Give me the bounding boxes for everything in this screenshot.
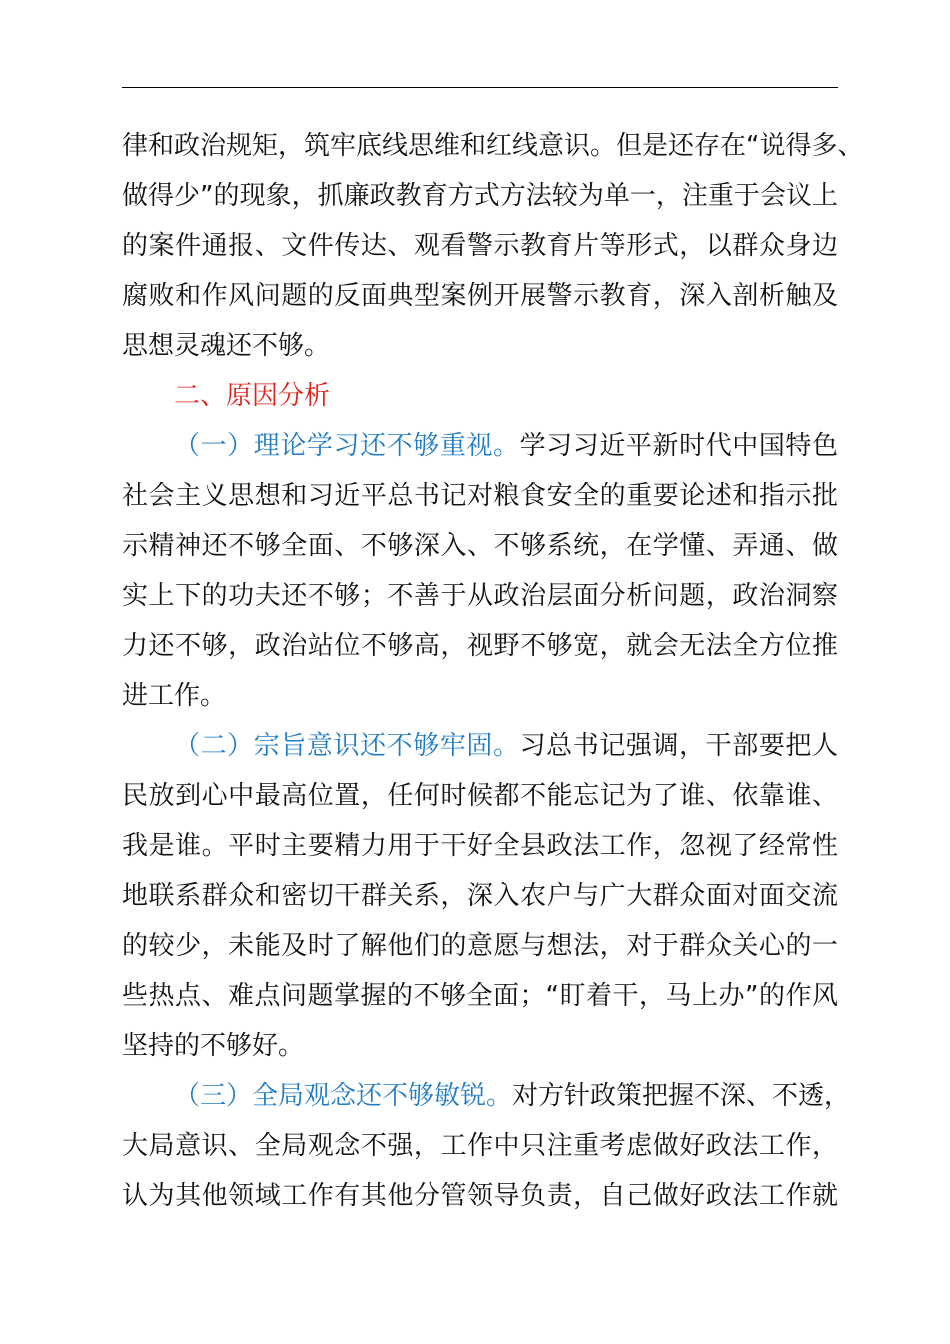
item-first-line (122, 421, 838, 471)
text-line: 律和政治规矩，筑牢底线思维和红线意识。但是还存在“说得多、 (122, 131, 864, 161)
text-line: 力还不够，政治站位不够高，视野不够宽，就会无法全方位推 (122, 631, 838, 661)
item-heading: （二）宗旨意识还不够牢固。 (174, 731, 520, 761)
item-2 (122, 721, 838, 1071)
item-heading: （三）全局观念还不够敏锐。 (174, 1081, 513, 1111)
item-first-line-text: 习总书记强调，干部要把人 (519, 731, 838, 761)
text-line: 地联系群众和密切干群关系，深入农户与广大群众面对面交流 (122, 881, 838, 911)
text-line: 思想灵魂还不够。 (122, 331, 331, 361)
text-line: 做得少”的现象，抓廉政教育方式方法较为单一，注重于会议上 (122, 181, 838, 211)
text-line: 进工作。 (122, 681, 227, 711)
item-first-line (122, 1071, 851, 1121)
text-line: 的案件通报、文件传达、观看警示教育片等形式，以群众身边 (122, 231, 838, 261)
text-line: 些热点、难点问题掌握的不够全面；“盯着干，马上办”的作风 (122, 981, 838, 1011)
text-line: 我是谁。平时主要精力用于干好全县政法工作，忽视了经常性 (122, 831, 838, 861)
section-heading: 二、原因分析 (174, 381, 331, 411)
text-line: 社会主义思想和习近平总书记对粮食安全的重要论述和指示批 (122, 481, 838, 511)
item-1 (122, 421, 838, 721)
item-first-line-text: 对方针政策把握不深、不透， (512, 1081, 851, 1111)
text-line: 的较少，未能及时了解他们的意愿与想法，对于群众关心的一 (122, 931, 838, 961)
document-body (122, 121, 864, 1221)
item-first-line (122, 721, 838, 771)
text-line: 实上下的功夫还不够；不善于从政治层面分析问题，政治洞察 (122, 581, 838, 611)
text-line: 坚持的不够好。 (122, 1031, 305, 1061)
text-line: 大局意识、全局观念不强，工作中只注重考虑做好政法工作， (122, 1131, 838, 1161)
item-first-line-text: 学习习近平新时代中国特色 (519, 431, 838, 461)
item-heading: （一）理论学习还不够重视。 (174, 431, 520, 461)
text-line: 腐败和作风问题的反面典型案例开展警示教育，深入剖析触及 (122, 281, 838, 311)
text-line: 民放到心中最高位置，任何时候都不能忘记为了谁、依靠谁、 (122, 781, 838, 811)
text-line: 示精神还不够全面、不够深入、不够系统，在学懂、弄通、做 (122, 531, 838, 561)
text-line: 认为其他领域工作有其他分管领导负责，自己做好政法工作就 (122, 1181, 838, 1211)
paragraph-top (122, 121, 864, 371)
header-rule (122, 87, 838, 88)
item-3 (122, 1071, 851, 1221)
